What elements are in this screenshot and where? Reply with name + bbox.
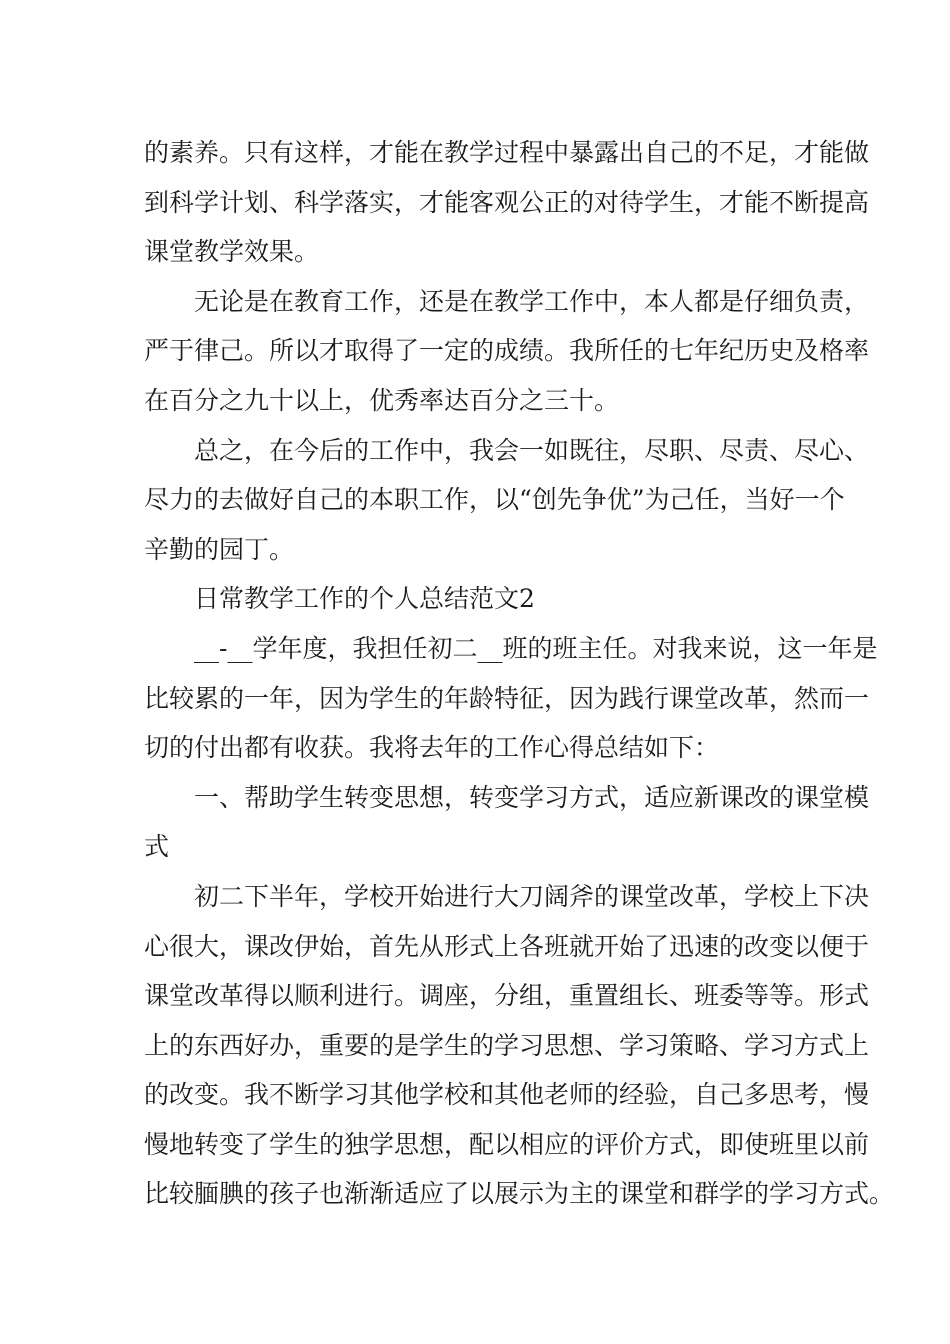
text-line: 心很大，课改伊始，首先从形式上各班就开始了迅速的改变以便于 xyxy=(144,931,870,961)
text-line: 在百分之九十以上，优秀率达百分之三十。 xyxy=(144,385,620,415)
text-line: 无论是在教育工作，还是在教学工作中，本人都是仔细负责， xyxy=(194,286,870,316)
text-line: __-__学年度，我担任初二__班的班主任。对我来说，这一年是 xyxy=(194,633,878,663)
text-line: 的素养。只有这样，才能在教学过程中暴露出自己的不足，才能做 xyxy=(144,138,870,167)
text-line: 切的付出都有收获。我将去年的工作心得总结如下： xyxy=(144,733,720,763)
text-line: 尽力的去做好自己的本职工作，以“创先争优”为己任，当好一个 xyxy=(144,485,845,515)
paragraph-p7 xyxy=(144,872,895,1219)
text-line: 辛勤的园丁。 xyxy=(144,534,295,564)
paragraph-p2 xyxy=(144,277,870,426)
section-heading xyxy=(144,574,824,624)
paragraph-p3 xyxy=(144,426,870,575)
text-line: 式 xyxy=(144,832,170,862)
text-line: 初二下半年，学校开始进行大刀阔斧的课堂改革，学校上下决 xyxy=(194,881,870,911)
text-line: 比较累的一年，因为学生的年龄特征，因为践行课堂改革，然而一 xyxy=(144,683,870,713)
text-line: 到科学计划、科学落实，才能客观公正的对待学生，才能不断提高 xyxy=(144,187,870,217)
text-line: 慢地转变了学生的独学思想，配以相应的评价方式，即使班里以前 xyxy=(144,1129,870,1159)
subsection-heading xyxy=(144,773,870,872)
document-body xyxy=(144,128,895,1219)
text-line: 课堂教学效果。 xyxy=(144,237,320,267)
text-line: 的改变。我不断学习其他学校和其他老师的经验，自己多思考，慢 xyxy=(144,1080,870,1110)
text-line: 严于律己。所以才取得了一定的成绩。我所任的七年纪历史及格率 xyxy=(144,336,870,366)
text-line: 一、帮助学生转变思想，转变学习方式，适应新课改的课堂模 xyxy=(194,782,870,812)
text-line: 日常教学工作的个人总结范文2 xyxy=(194,584,535,614)
text-line: 上的东西好办，重要的是学生的学习思想、学习策略、学习方式上 xyxy=(144,1030,870,1060)
paragraph-p5 xyxy=(144,624,878,773)
text-line: 课堂改革得以顺利进行。调座，分组，重置组长、班委等等。形式 xyxy=(144,981,870,1011)
text-line: 总之，在今后的工作中，我会一如既往，尽职、尽责、尽心、 xyxy=(194,435,870,465)
paragraph-p1 xyxy=(144,128,870,277)
text-line: 比较腼腆的孩子也渐渐适应了以展示为主的课堂和群学的学习方式。 xyxy=(144,1179,895,1209)
